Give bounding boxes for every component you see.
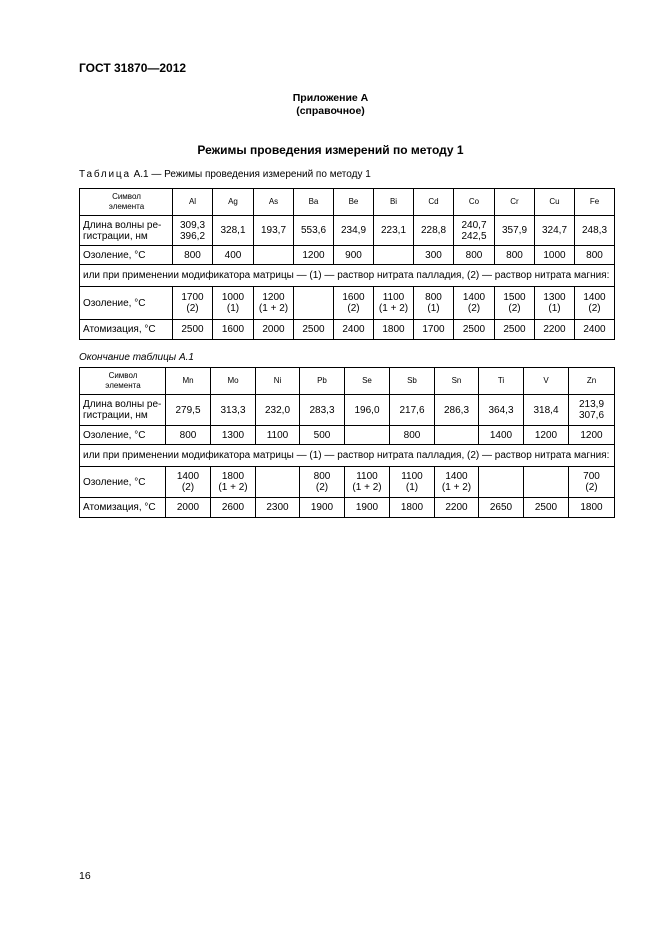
wavelength-label-line: Длина волны ре- bbox=[83, 219, 162, 231]
atomization-cell: 1600 bbox=[213, 320, 254, 340]
wavelength-cell bbox=[300, 395, 345, 426]
ashing-modifier-cell bbox=[479, 467, 524, 498]
atomization-cell: 2600 bbox=[211, 498, 256, 518]
atomization-cell: 1900 bbox=[300, 498, 345, 518]
wavelength-cell-line: 228,8 bbox=[420, 225, 447, 236]
wavelength-cell-line: 286,3 bbox=[443, 404, 470, 416]
wavelength-cell-line: 313,3 bbox=[220, 404, 246, 416]
wavelength-cell bbox=[294, 216, 334, 246]
wavelength-cell-line: 240,7 bbox=[461, 219, 487, 231]
wavelength-cell bbox=[435, 395, 479, 426]
ashing-modifier-cell-line: 800 bbox=[425, 292, 442, 303]
table1-caption bbox=[79, 169, 371, 180]
wavelength-cell bbox=[334, 216, 374, 246]
ashing-modifier-cell bbox=[374, 287, 414, 320]
ashing-cell: 800 bbox=[575, 246, 615, 265]
symbol-cell: Mo bbox=[211, 368, 256, 395]
ashing-cell: 1100 bbox=[256, 426, 300, 445]
table-row bbox=[80, 246, 615, 265]
ashing-cell: 500 bbox=[300, 426, 345, 445]
wavelength-cell bbox=[535, 216, 575, 246]
atomization-cell: 2000 bbox=[166, 498, 211, 518]
wavelength-cell-line: 364,3 bbox=[488, 404, 514, 416]
wavelength-cell-line: 283,3 bbox=[309, 404, 335, 416]
modifier-note: или при применении модификатора матрицы — (1) — раствор нитрата палладия, (2) — раствор нитрата магния: bbox=[80, 265, 615, 287]
symbol-cell: Ag bbox=[213, 189, 254, 216]
wavelength-cell-line: 232,0 bbox=[264, 404, 291, 416]
ashing-label: Озоление, °С bbox=[80, 246, 173, 265]
symbol-cell: Zn bbox=[569, 368, 615, 395]
ashing-modifier-cell-line: (1 + 2) bbox=[378, 303, 409, 314]
wavelength-cell bbox=[166, 395, 211, 426]
ashing-cell: 800 bbox=[173, 246, 213, 265]
ashing-cell: 800 bbox=[390, 426, 435, 445]
wavelength-cell-line: 553,6 bbox=[300, 225, 327, 236]
wavelength-cell-line: 357,9 bbox=[501, 225, 528, 236]
ashing-cell: 1200 bbox=[569, 426, 615, 445]
ashing-modifier-cell-line: (1 + 2) bbox=[258, 303, 289, 314]
ashing-cell: 800 bbox=[495, 246, 535, 265]
table-row bbox=[80, 216, 615, 246]
atomization-cell: 1900 bbox=[345, 498, 390, 518]
ashing-modifier-cell-line: (2) bbox=[467, 303, 481, 314]
ashing-modifier-cell bbox=[390, 467, 435, 498]
symbol-label-line: Символ bbox=[108, 371, 138, 380]
ashing-modifier-cell bbox=[256, 467, 300, 498]
wavelength-cell-line: 223,1 bbox=[380, 225, 407, 236]
atomization-cell: 2000 bbox=[254, 320, 294, 340]
wavelength-cell bbox=[479, 395, 524, 426]
ashing-modifier-cell bbox=[334, 287, 374, 320]
wavelength-cell-line: 318,4 bbox=[533, 404, 559, 416]
ashing-modifier-cell-line: (2) bbox=[181, 482, 195, 493]
wavelength-cell-line: 307,6 bbox=[578, 410, 605, 421]
ashing-cell bbox=[374, 246, 414, 265]
ashing-modifier-cell bbox=[524, 467, 569, 498]
ashing-cell: 400 bbox=[213, 246, 254, 265]
ashing-modifier-cell bbox=[211, 467, 256, 498]
ashing-cell: 1300 bbox=[211, 426, 256, 445]
atomization-cell: 2200 bbox=[435, 498, 479, 518]
atomization-cell: 1700 bbox=[414, 320, 454, 340]
ashing-modifier-cell-line: 1100 bbox=[401, 471, 423, 482]
symbol-cell: Fe bbox=[575, 189, 615, 216]
wavelength-cell-line: 217,6 bbox=[399, 404, 425, 416]
table-row bbox=[80, 498, 615, 518]
ashing-modifier-cell-line: 1300 bbox=[543, 292, 566, 303]
ashing-cell: 1400 bbox=[479, 426, 524, 445]
ashing-modifier-cell-line: 1500 bbox=[503, 292, 526, 303]
ashing-modifier-cell-line: (1) bbox=[427, 303, 440, 314]
wavelength-cell bbox=[454, 216, 495, 246]
atomization-cell: 2300 bbox=[256, 498, 300, 518]
atomization-cell: 2400 bbox=[334, 320, 374, 340]
wavelength-cell bbox=[256, 395, 300, 426]
table1-caption-text: А.1 — Режимы проведения измерений по методу 1 bbox=[130, 169, 371, 180]
wavelength-cell-line: 324,7 bbox=[541, 225, 568, 236]
ashing-modifier-cell-line: 1100 bbox=[382, 292, 405, 303]
atomization-cell: 2500 bbox=[495, 320, 535, 340]
wavelength-cell-line: 193,7 bbox=[260, 225, 287, 236]
ashing-modifier-cell-line: (1 + 2) bbox=[352, 482, 382, 493]
wavelength-cell bbox=[414, 216, 454, 246]
ashing-modifier-cell-line: 1400 bbox=[445, 471, 468, 482]
wavelength-cell-line: 213,9 bbox=[578, 399, 605, 410]
atomization-cell: 2200 bbox=[535, 320, 575, 340]
ashing-modifier-cell-line: (1 + 2) bbox=[218, 482, 248, 493]
atomization-cell: 2500 bbox=[524, 498, 569, 518]
ashing-modifier-cell-line: 1200 bbox=[262, 292, 285, 303]
table2-caption: Окончание таблицы А.1 bbox=[79, 352, 194, 363]
annex-title bbox=[0, 92, 661, 118]
wavelength-cell bbox=[173, 216, 213, 246]
atomization-cell: 1800 bbox=[569, 498, 615, 518]
symbol-cell: V bbox=[524, 368, 569, 395]
ashing-modifier-cell-line: (1) bbox=[226, 303, 240, 314]
table-a1 bbox=[79, 188, 615, 340]
annex-type: (справочное) bbox=[296, 105, 365, 117]
ashing-modifier-cell bbox=[454, 287, 495, 320]
wavelength-cell-line: 328,1 bbox=[220, 225, 246, 236]
ashing-cell: 800 bbox=[166, 426, 211, 445]
ashing-modifier-label: Озоление, °С bbox=[80, 467, 166, 498]
ashing-modifier-cell-line: 1400 bbox=[462, 292, 486, 303]
wavelength-cell bbox=[575, 216, 615, 246]
ashing-modifier-cell bbox=[300, 467, 345, 498]
atomization-cell: 2500 bbox=[173, 320, 213, 340]
ashing-modifier-cell-line: (1 + 2) bbox=[441, 482, 472, 493]
symbol-cell: Cr bbox=[495, 189, 535, 216]
ashing-modifier-cell bbox=[166, 467, 211, 498]
atomization-cell: 1800 bbox=[390, 498, 435, 518]
ashing-cell: 1000 bbox=[535, 246, 575, 265]
ashing-cell: 900 bbox=[334, 246, 374, 265]
atomization-label: Атомизация, °С bbox=[80, 320, 173, 340]
ashing-modifier-cell bbox=[495, 287, 535, 320]
ashing-modifier-cell bbox=[435, 467, 479, 498]
page-number: 16 bbox=[79, 870, 91, 882]
ashing-modifier-cell bbox=[535, 287, 575, 320]
wavelength-cell bbox=[211, 395, 256, 426]
symbol-cell: Cd bbox=[414, 189, 454, 216]
ashing-modifier-cell bbox=[254, 287, 294, 320]
symbol-label bbox=[80, 189, 173, 216]
atomization-cell: 2500 bbox=[294, 320, 334, 340]
ashing-modifier-cell-line: 700 bbox=[583, 471, 600, 482]
ashing-modifier-cell-line: (2) bbox=[186, 303, 199, 314]
table-row bbox=[80, 189, 615, 216]
ashing-modifier-cell-line: 1000 bbox=[221, 292, 245, 303]
symbol-label-line: элемента bbox=[105, 381, 141, 390]
symbol-cell: Bi bbox=[374, 189, 414, 216]
symbol-cell: Se bbox=[345, 368, 390, 395]
section-title: Режимы проведения измерений по методу 1 bbox=[197, 143, 464, 157]
symbol-cell: Co bbox=[454, 189, 495, 216]
ashing-cell: 1200 bbox=[524, 426, 569, 445]
ashing-modifier-label: Озоление, °С bbox=[80, 287, 173, 320]
symbol-label-line: элемента bbox=[108, 202, 145, 211]
symbol-cell: Pb bbox=[300, 368, 345, 395]
atomization-cell: 2500 bbox=[454, 320, 495, 340]
ashing-modifier-cell-line: (2) bbox=[315, 482, 329, 493]
wavelength-cell-line: 234,9 bbox=[340, 225, 367, 236]
wavelength-cell-line: 309,3 bbox=[179, 219, 206, 231]
ashing-modifier-cell-line: 1400 bbox=[583, 292, 606, 303]
table-row bbox=[80, 426, 615, 445]
ashing-cell bbox=[254, 246, 294, 265]
table-row bbox=[80, 467, 615, 498]
wavelength-cell bbox=[569, 395, 615, 426]
ashing-modifier-cell-line: 800 bbox=[313, 471, 331, 482]
symbol-cell: Cu bbox=[535, 189, 575, 216]
wavelength-cell bbox=[254, 216, 294, 246]
symbol-label bbox=[80, 368, 166, 395]
ashing-cell: 300 bbox=[414, 246, 454, 265]
symbol-label-line: Символ bbox=[112, 192, 141, 201]
ashing-modifier-cell bbox=[575, 287, 615, 320]
symbol-cell: Be bbox=[334, 189, 374, 216]
ashing-modifier-cell bbox=[345, 467, 390, 498]
wavelength-label-line: гистрации, нм bbox=[83, 410, 148, 421]
symbol-cell: Ni bbox=[256, 368, 300, 395]
wavelength-cell-line: 279,5 bbox=[175, 404, 201, 416]
atomization-cell: 2650 bbox=[479, 498, 524, 518]
symbol-cell: Ba bbox=[294, 189, 334, 216]
table-row bbox=[80, 320, 615, 340]
table-row bbox=[80, 368, 615, 395]
ashing-cell: 1200 bbox=[294, 246, 334, 265]
ashing-modifier-cell bbox=[294, 287, 334, 320]
ashing-modifier-cell bbox=[414, 287, 454, 320]
table-a1-continuation bbox=[79, 367, 615, 518]
ashing-cell: 800 bbox=[454, 246, 495, 265]
wavelength-label bbox=[80, 395, 166, 426]
ashing-cell bbox=[435, 426, 479, 445]
ashing-modifier-cell-line: (2) bbox=[585, 482, 598, 493]
atomization-label: Атомизация, °С bbox=[80, 498, 166, 518]
ashing-modifier-cell-line: (2) bbox=[508, 303, 521, 314]
wavelength-cell bbox=[524, 395, 569, 426]
wavelength-cell-line: 248,3 bbox=[581, 225, 608, 236]
document-header: ГОСТ 31870—2012 bbox=[79, 61, 187, 75]
ashing-cell bbox=[345, 426, 390, 445]
ashing-modifier-cell bbox=[569, 467, 615, 498]
atomization-cell: 1800 bbox=[374, 320, 414, 340]
symbol-cell: Ti bbox=[479, 368, 524, 395]
wavelength-cell bbox=[374, 216, 414, 246]
symbol-cell: Sb bbox=[390, 368, 435, 395]
wavelength-cell bbox=[213, 216, 254, 246]
ashing-modifier-cell-line: (2) bbox=[347, 303, 360, 314]
wavelength-cell bbox=[495, 216, 535, 246]
ashing-modifier-cell-line: 1700 bbox=[181, 292, 204, 303]
table-row bbox=[80, 395, 615, 426]
ashing-modifier-cell-line: (1) bbox=[405, 482, 419, 493]
wavelength-label-line: Длина волны ре- bbox=[83, 399, 162, 410]
annex-label: Приложение А bbox=[292, 92, 369, 104]
wavelength-cell bbox=[390, 395, 435, 426]
ashing-modifier-cell-line: (2) bbox=[588, 303, 601, 314]
ashing-modifier-cell bbox=[213, 287, 254, 320]
wavelength-cell-line: 196,0 bbox=[354, 404, 380, 416]
table-row bbox=[80, 445, 615, 467]
ashing-modifier-cell-line: 1600 bbox=[342, 292, 365, 303]
symbol-cell: Mn bbox=[166, 368, 211, 395]
symbol-cell: As bbox=[254, 189, 294, 216]
wavelength-cell-line: 396,2 bbox=[179, 230, 206, 242]
modifier-note: или при применении модификатора матрицы — (1) — раствор нитрата палладия, (2) — раствор нитрата магния: bbox=[80, 445, 615, 467]
ashing-modifier-cell-line: 1100 bbox=[356, 471, 378, 482]
wavelength-label bbox=[80, 216, 173, 246]
wavelength-label-line: гистрации, нм bbox=[83, 230, 148, 242]
ashing-label: Озоление, °С bbox=[80, 426, 166, 445]
ashing-modifier-cell-line: 1800 bbox=[221, 471, 245, 482]
wavelength-cell-line: 242,5 bbox=[461, 230, 487, 242]
symbol-cell: Sn bbox=[435, 368, 479, 395]
table-row bbox=[80, 265, 615, 287]
ashing-modifier-cell bbox=[173, 287, 213, 320]
wavelength-cell bbox=[345, 395, 390, 426]
ashing-modifier-cell-line: 1400 bbox=[176, 471, 200, 482]
atomization-cell: 2400 bbox=[575, 320, 615, 340]
table-row bbox=[80, 287, 615, 320]
table1-caption-prefix: Таблица bbox=[79, 169, 131, 180]
symbol-cell: Al bbox=[173, 189, 213, 216]
ashing-modifier-cell-line: (1) bbox=[548, 303, 561, 314]
